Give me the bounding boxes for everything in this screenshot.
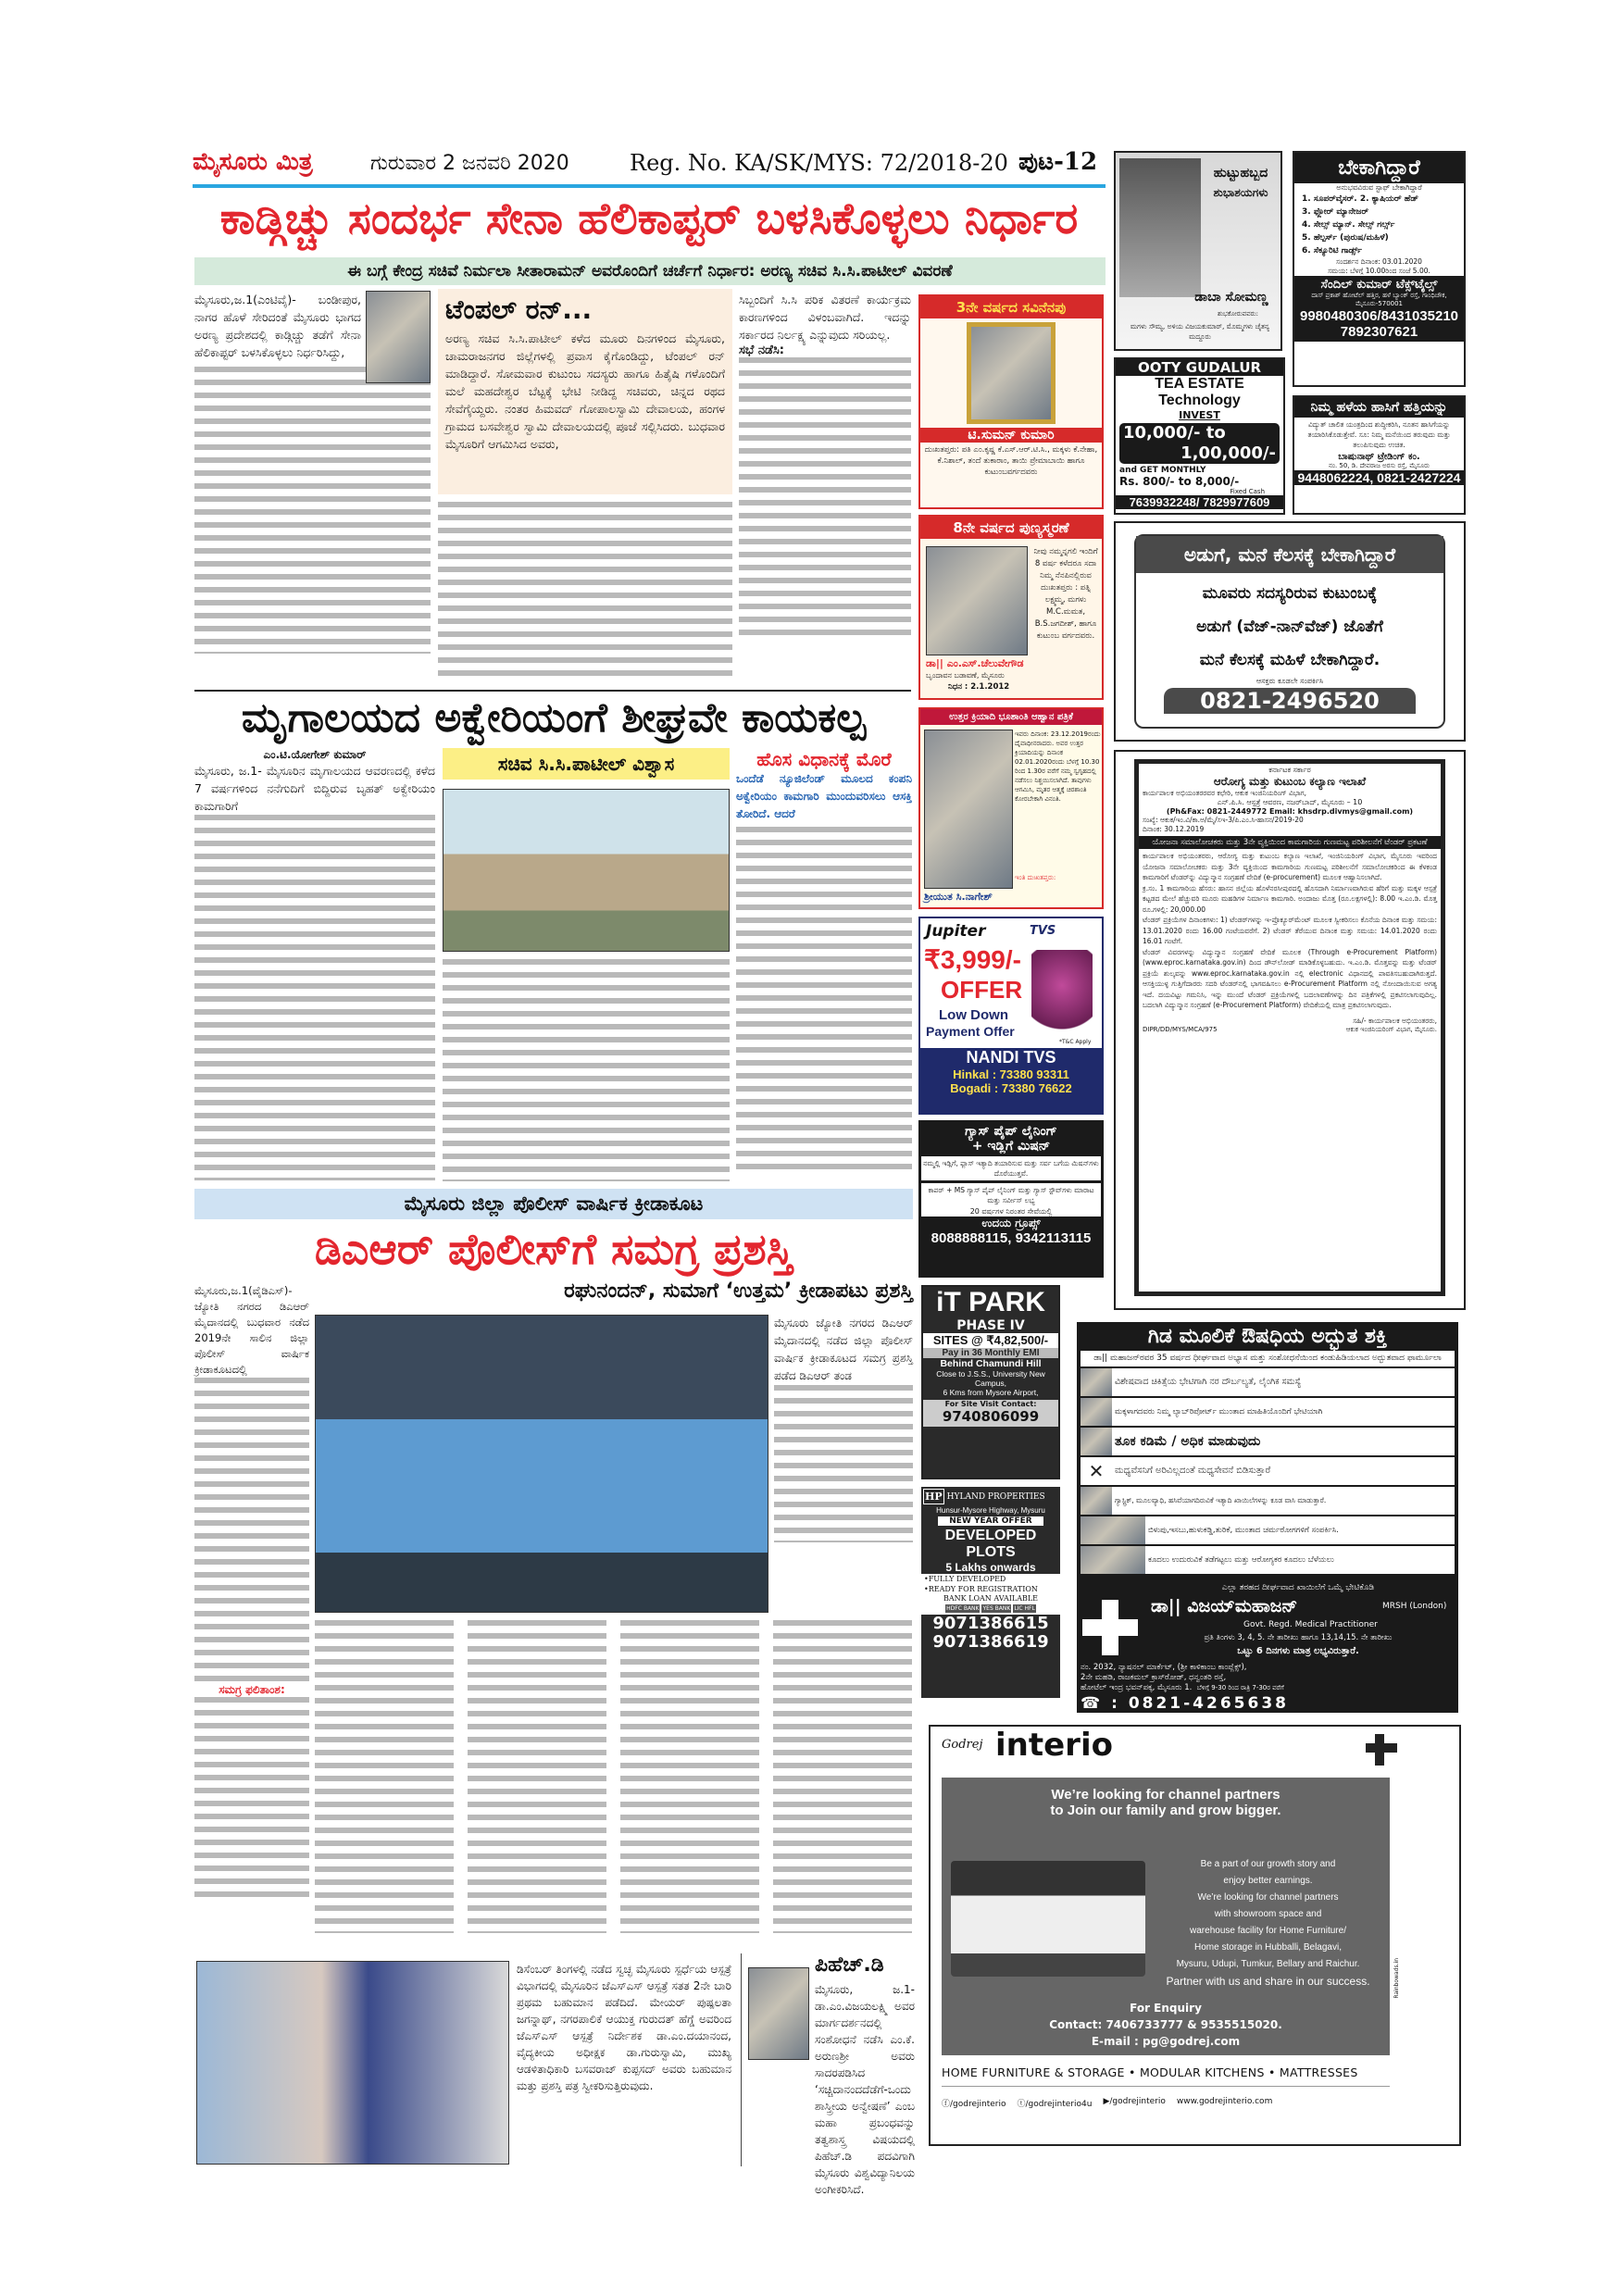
- ad-text: ಕಾಪರ್ + MS ಗ್ಯಾಸ್ ಪೈಪ್ ಲೈನಿಂಗ್ ಮತ್ತು ಗ್ಯಾಸ್ ಸ್ಟೌವ್‌ಗಳು ಮಾರಾಟ ಮತ್ತು ಸರ್ವೀಸ್ ಲಭ್ಯ: [921, 1183, 1101, 1207]
- phone-number: 0821-2496520: [1164, 688, 1416, 714]
- ad-text: ಎಲ್ಲಾ ತರಹದ ದೀರ್ಘವಾದ ಖಾಯಿಲೆಗೆ ಒಮ್ಮೆ ಭೇಟಿಕೊಡಿ: [1221, 1583, 1375, 1592]
- ad-title: OOTY GUDALUR: [1116, 359, 1283, 376]
- doctor-name: ಡಾ|| ವಿಜಯ್‌ಮಹಾಜನ್: [1151, 1596, 1298, 1616]
- ad-title: ಅಡುಗೆ, ಮನೆ ಕೆಲಸಕ್ಕೆ ಬೇಕಾಗಿದ್ದಾರೆ: [1136, 536, 1443, 573]
- company-address: ದಾಸ್ ಪ್ರಕಾಶ್ ಹೋಟೆಲ್ ಹತ್ತಿರ, ಹಳೆ ಬ್ಯಾಂಕ್ ರಸ್ತೆ, ಗಾಂಧಿಚೌಕ, ಮೈಸೂರು-570001: [1311, 292, 1447, 307]
- ad-panel: [942, 1778, 1390, 2055]
- ad-title: 8ನೇ ವರ್ಷದ ಪುಣ್ಯಸ್ಮರಣೆ: [920, 517, 1102, 539]
- tvs-jupiter-ad: [918, 917, 1104, 1115]
- bank-logo: LIC HFL: [1014, 1605, 1035, 1612]
- phase-label: PHASE IV: [956, 1318, 1025, 1333]
- cook-wanted-ad: [1114, 521, 1466, 742]
- tender-body: ಕ್ರ.ಸಂ. 1 ಕಾಮಗಾರಿಯ ಹೆಸರು: ಹಾಸನ ಜಿಲ್ಲೆಯ ಹೊಳೆನರಸೀಪುರದಲ್ಲಿ ಹೊಸದಾಗಿ ನಿರ್ಮಾಣವಾಗಿರುವ ಹೆರಿಗೆ ಮತ್ತು ಮಕ್ಕಳ ಆಸ್ಪತ್ರೆ ಕಟ್ಟಡದ ಮೇಲೆ ಹೆಚ್ಚುವರಿ ಮೂರು ಮಹಡಿಗಳ ನಿರ್ಮಾಣ ಕಾಮಗಾರಿ. ಅಂದಾಜು ಮೊತ್ತ (ರೂ.ಲಕ್ಷಗಳಲ್ಲಿ): 8.00 ಇ.ಎಂ.ಡಿ. ಮೊತ್ತ ರೂ.ಗಳಲ್ಲಿ: 20,000.00: [1143, 883, 1437, 914]
- no-alcohol-icon: ✕: [1081, 1457, 1112, 1485]
- treatment-item: ತೂಕ ಕಡಿಮೆ / ಅಧಿಕ ಮಾಡುವುದು: [1112, 1428, 1455, 1455]
- treatment-image: [1081, 1546, 1145, 1574]
- scooter-image: [1031, 950, 1093, 1039]
- birthday-greeting-ad: [1114, 151, 1282, 351]
- investment-max: 1,00,000/-: [1181, 443, 1276, 463]
- phone-numbers: 8088888115, 9342113115: [931, 1230, 1092, 1246]
- portrait-photo: [924, 730, 1013, 889]
- it-park-ad: [921, 1285, 1060, 1479]
- department-name: ಆರೋಗ್ಯ ಮತ್ತು ಕುಟುಂಬ ಕಲ್ಯಾಣ ಇಲಾಖೆ: [1213, 775, 1367, 788]
- sub-heading: ಸಭೆ ನಡೆಸಿ:: [739, 343, 784, 357]
- offer-label: NEW YEAR OFFER: [938, 1516, 1043, 1526]
- phone-icon: ☎ :: [1081, 1694, 1129, 1713]
- ad-title: ಗ್ಯಾಸ್ ಪೈಪ್ ಲೈನಿಂಗ್: [965, 1124, 1057, 1139]
- clinic-hours: ಬೆಳಿಗ್ಗೆ 9-30 ರಿಂದ ರಾತ್ರಿ 7-30ರ ವರೆಗೆ: [1196, 1684, 1284, 1691]
- ad-text: ಇವರು ದಿನಾಂಕ: 23.12.2019ರಂದು ದೈವಾಧೀನರಾದರು. ಅವರ ಉತ್ತರ ಕ್ರಿಯಾದಿಯನ್ನು ದಿನಾಂಕ 02.01.2020ರಂದು ಬೆಳಗ್ಗೆ 10.30 ರಿಂದ 1.30ರ ವರೆಗೆ ನಮ್ಮ ಸ್ವಗೃಹದಲ್ಲಿ ನಡೆಸಲು ನಿಶ್ಚಯಿಸಲಾಗಿದೆ. ತಾವುಗಳು ಆಗಮಿಸಿ, ಮೃತರ ಆತ್ಮಕ್ಕೆ ಚಿರಶಾಂತಿ ಕೋರಬೇಕಾಗಿ ವಿನಂತಿ.: [1015, 730, 1101, 803]
- masthead-rule: [193, 184, 1106, 188]
- portrait-photo: [926, 546, 1028, 655]
- ad-text: ಶುಭಕೋರುವವರು:: [1218, 310, 1258, 318]
- contact-phones: Contact: 7406733777 & 9535515020.: [1049, 2018, 1282, 2031]
- clinic-phone: 0821-4265638: [1128, 1694, 1289, 1713]
- text-filler: [620, 1620, 759, 1933]
- model-name: Jupiter: [926, 922, 986, 941]
- dipr-code: DIPR/DD/MYS/MCA/975: [1143, 1025, 1218, 1033]
- ad-title: ಶುಭಾಶಯಗಳು: [1213, 186, 1268, 199]
- youtube-link[interactable]: /godrejinterio: [1109, 2097, 1166, 2106]
- police-subheadline: ರಘುನಂದನ್, ಸುಮಾಗೆ ‘ಉತ್ತಮ’ ಕ್ರೀಡಾಪಟು ಪ್ರಶಸ್ತಿ: [564, 1279, 913, 1303]
- investment-min: 10,000/- to: [1123, 423, 1226, 443]
- availability: ಪ್ರತಿ ತಿಂಗಳು 3, 4, 5. ನೇ ತಾರೀಖು ಹಾಗೂ 13,14,15. ನೇ ತಾರೀಖು: [1204, 1633, 1393, 1642]
- contact-email: E-mail : pg@godrej.com: [1091, 2035, 1241, 2048]
- facebook-link[interactable]: /godrejinterio: [950, 2100, 1006, 2109]
- location: Behind Chamundi Hill: [940, 1358, 1042, 1369]
- police-column-1: [194, 1283, 309, 1936]
- ad-headline: to Join our family and grow bigger.: [1050, 1803, 1281, 1818]
- phone-numbers: 7892307621: [1340, 324, 1418, 340]
- photo-caption-column: [774, 1315, 913, 1613]
- treatment-item: ಮಧ್ಯವೆಸನಿಗೆ ಅರಿವಿಲ್ಲದಂತೆ ಮಧ್ಯಸೇವನೆ ಬಿಡಿಸುತ್ತಾರೆ: [1112, 1457, 1455, 1485]
- ad-title: 3ನೇ ವರ್ಷದ ಸವಿನೆನಪು: [920, 296, 1102, 318]
- reference-number: ಸಂಖ್ಯೆ: ಆಕುಕ/ಇಂ.ವಿ/ಕಾ.ಅ/ಮೈ/ಸಇ-3/ಪಿ.ಎಂ.ಸಿ-ಹಾಸನ/2019-20: [1143, 816, 1304, 824]
- facebook-icon: ⓕ: [942, 2100, 951, 2109]
- treatment-image: [1081, 1398, 1112, 1426]
- phd-heading: ಪಿಹೆಚ್.ಡಿ: [815, 1953, 884, 1977]
- tea-estate-ad: [1114, 357, 1285, 515]
- section-rule: [194, 690, 911, 692]
- invest-label: INVEST: [1179, 409, 1220, 421]
- brand-logo: TVS: [1030, 924, 1056, 938]
- body-line: warehouse facility for Home Furniture/: [1190, 1926, 1346, 1936]
- text-filler: [438, 502, 732, 678]
- hyland-logo: HP: [925, 1491, 943, 1503]
- gas-pipe-ad: [918, 1120, 1104, 1278]
- treatment-item: ಗ್ಯಾಸ್ಟ್ರಿಕ್, ಮೂಲವ್ಯಾಧಿ, ಹಸಿವೆಯಾಗದಿರುವಿಕೆ ಇತ್ಯಾದಿ ಖಾಯಿಲೆಗಳನ್ನು ಕೂಡ ವಾಸಿ ಮಾಡುತ್ತಾರೆ.: [1112, 1487, 1455, 1515]
- twitter-icon: ⓣ: [1017, 2100, 1026, 2109]
- phone-number: 9071386615: [932, 1614, 1049, 1633]
- minister-photo: [366, 291, 431, 383]
- company-block: [1294, 276, 1464, 342]
- website-link[interactable]: www.godrejinterio.com: [1176, 2097, 1273, 2106]
- job-item: 6. ಸೆಕ್ಯೂರಿಟಿ ಗಾರ್ಡ್ಸ್: [1302, 246, 1362, 256]
- dealer-phone: Hinkal : 73380 93311: [953, 1067, 1069, 1081]
- ad-text: ಮಗಳು ಸೌಮ್ಯ, ಅಳಿಯ ವಿಜಯಕುಮಾರ್, ಮೊಮ್ಮಗಳು ಚೈತನ್ಯ ಮದ್ದೂರು: [1130, 322, 1270, 341]
- lead-headline: ಕಾಡ್ಗಿಚ್ಚು ಸಂದರ್ಭ ಸೇನಾ ಹೆಲಿಕಾಪ್ಟರ್ ಬಳಸಿಕೊಳ್ಳಲು ನಿರ್ಧಾರ: [219, 193, 1079, 244]
- portrait-photo: [967, 322, 1056, 424]
- product-categories: HOME FURNITURE & STORAGE • MODULAR KITCHENS • MATTRESSES: [942, 2065, 1358, 2079]
- ad-headline: We’re looking for channel partners: [1051, 1787, 1280, 1803]
- ad-text: ಅನುಭವವಿರುವ ಸ್ಟಾಫ್ ಬೇಕಾಗಿದ್ದಾರೆ: [1336, 183, 1422, 192]
- deceased-name: ಡಾ|| ಎಂ.ಎಸ್.ಚೆಲುವೇಗೌಡ: [926, 657, 1024, 669]
- lead-paragraph: ಸಿಬ್ಬಂದಿಗೆ ಸಿ.ಸಿ ಪರಿಕ ವಿತರಣೆ ಕಾರ್ಯಕ್ರಮ ಕಾರಣಗಳಿಂದ ವಿಳಂಬವಾಗಿದೆ. ಇದನ್ನು ಸರ್ಕಾರದ ನಿರ್ಲಕ್ಷ್ಯ ಎನ್ನುವುದು ಸರಿಯಲ್ಲ.: [739, 293, 911, 342]
- terms-note: *T&C Apply: [1059, 1039, 1092, 1045]
- text-filler: [194, 367, 431, 654]
- medical-cross-icon: [1082, 1600, 1138, 1655]
- address-line: 2ನೇ ಮಹಡಿ, ರಾಜಕಮಲ್ ಕ್ರಾಸ್‌ರೋಡ್, ಧನ್ವಂತರಿ ರಸ್ತೆ,: [1081, 1673, 1227, 1682]
- phone-numbers: 9448062224, 0821-2427224: [1294, 470, 1464, 485]
- godrej-interio-ad: [929, 1725, 1461, 2146]
- loan-note: BANK LOAN AVAILABLE: [921, 1594, 1060, 1603]
- investment-range: [1119, 423, 1280, 464]
- lead-paragraph: ಮೈಸೂರು,ಜ.1(ಎಂಟಿವೈ)- ಬಂಡೀಪುರ, ನಾಗರ ಹೊಳೆ ಸೇರಿದಂತೆ ಮೈಸೂರು ಭಾಗದ ಅರಣ್ಯ ಪ್ರದೇಶದಲ್ಲಿ ಕಾಡ್ಗಿಚ್ಚು ತಡೆಗೆ ಸೇನಾ ಹೆಲಿಕಾಪ್ಟರ್ ಬಳಸಿಕೊಳ್ಳಲು ನಿರ್ಧರಿಸಿದ್ದು,: [194, 293, 361, 359]
- police-banner: ಮೈಸೂರು ಜಿಲ್ಲಾ ಪೊಲೀಸ್ ವಾರ್ಷಿಕ ಕ್ರೀಡಾಕೂಟ: [194, 1189, 913, 1219]
- text-filler: [194, 815, 435, 1180]
- page-number: ಪುಟ-12: [1018, 148, 1098, 176]
- text-filler: [739, 357, 911, 635]
- deceased-name: ಟಿ.ಸುಮನ್ ಕುಮಾರಿ: [920, 428, 1102, 443]
- company-name: ಉದಯ ಗ್ರೂಪ್ಸ್: [981, 1217, 1041, 1229]
- offer-label: OFFER: [941, 976, 1023, 1004]
- contact-block: [923, 1400, 1058, 1427]
- ad-body: [1136, 577, 1443, 677]
- clinic-address: [1081, 1663, 1455, 1693]
- ad-text: ವಿದ್ಯುತ್ ಚಾಲಿತ ಯಂತ್ರದಿಂದ ಶುದ್ಧೀಕರಿಸಿ, ನೂತನ ಹಾಸಿಗೆಯನ್ನು ತಯಾರಿಸಿಕೊಡುತ್ತೇವೆ. ಸೂ: ನಿಮ್ಮ ಮನೆಯಿಂದ ತರುವುದು ಮತ್ತು ತಲುಪಿಸುವುದು ಉಚಿತ.: [1307, 420, 1451, 449]
- treatment-image: [1081, 1516, 1145, 1544]
- ad-title: + ಇಡ್ಲಿಗೆ ಮಿಷನ್: [971, 1139, 1051, 1154]
- ad-text: and GET MONTHLY: [1119, 466, 1206, 475]
- lead-subheadline: ಈ ಬಗ್ಗೆ ಕೇಂದ್ರ ಸಚಿವೆ ನಿರ್ಮಲಾ ಸೀತಾರಾಮನ್ ಅವರೊಂದಿಗೆ ಚರ್ಚೆಗೆ ನಿರ್ಧಾರ: ಅರಣ್ಯ ಸಚಿವ ಸಿ.ಸಿ.ಪಾಟೀಲ್ ವಿವರಣೆ: [194, 257, 1106, 285]
- project-name: iT PARK: [936, 1287, 1045, 1317]
- ad-text: ನಮ್ಮಲ್ಲಿ ಇಡ್ಲಿಗೆ, ಫ್ಲಾಸ್ ಇತ್ಯಾದಿ ತಯಾರಿಸುವ ಮತ್ತು ಸರ್ವ ಬಗೆಯ ಮಿಷನ್‌ಗಳು ದೊರೆಯುತ್ತವೆ.: [921, 1156, 1101, 1180]
- ad-title: ಗಿಡ ಮೂಲಿಕೆ ಔಷಧಿಯ ಅದ್ಭುತ ಶಕ್ತಿ: [1147, 1325, 1388, 1348]
- staff-wanted-ad: [1293, 151, 1466, 387]
- ad-intro: ಡಾ|| ಮಹಾಜನ್‌ರವರ 35 ವರ್ಷದ ಧೀರ್ಘವಾದ ಅಭ್ಯಾಸ ಮತ್ತು ಸಂಶೋಧನೆಯಿಂದ ಕಂಡುಹಿಡಿಯಲಾದ ಅದ್ಭುತವಾದ ಫಾರ್ಮೂಲಾ: [1081, 1351, 1455, 1366]
- zoo-column-1: [194, 748, 435, 1183]
- plots-title: DEVELOPED PLOTS: [944, 1528, 1037, 1560]
- jss-award-photo: [196, 1961, 509, 2165]
- mattress-cotton-ad: [1293, 395, 1466, 515]
- bed-image: [951, 1861, 1145, 1977]
- ad-title: ಬೇಕಾಗಿದ್ದಾರೆ: [1294, 153, 1464, 183]
- obituary-ad: [918, 707, 1104, 909]
- job-list: [1294, 193, 1464, 257]
- treatment-list: [1081, 1368, 1455, 1574]
- lead-column-3: [739, 291, 911, 680]
- photo-caption: ಮೈಸೂರು ಜ್ಯೋತಿ ನಗರದ ಡಿಎಆರ್ ಮೈದಾನದಲ್ಲಿ ನಡೆದ ಜಿಲ್ಲಾ ಪೊಲೀಸ್ ವಾರ್ಷಿಕ ಕ್ರೀಡಾಕೂಟದ ಸಮಗ್ರ ಪ್ರಶಸ್ತಿ ಪಡೆದ ಡಿಎಆರ್ ತಂಡ: [774, 1316, 913, 1382]
- zoo-headline: ಮೃಗಾಲಯದ ಅಕ್ವೇರಿಯಂಗೆ ಶೀಘ್ರವೇ ಕಾಯಕಲ್ಪ: [241, 694, 867, 742]
- ad-text: ಬೃಂದಾವನ ಬಡಾವಣೆ, ಮೈಸೂರು: [926, 671, 1005, 680]
- body-line: enjoy better earnings.: [1223, 1876, 1313, 1886]
- ad-line: ಅಡುಗೆ (ವೆಜ್-ನಾನ್‌ವೆಜ್) ಜೊತೆಗೆ: [1196, 618, 1383, 636]
- interio-logo: interio: [995, 1727, 1113, 1764]
- emi-offer: Pay in 36 Monthly EMI: [923, 1348, 1058, 1358]
- treatment-item: ಮಕ್ಕಳಾಗದವರು ನಿಮ್ಮ ಲ್ಯಾಬ್‌ರಿಪೋರ್ಟ್ ಮುಂತಾದ ಮಾಹಿತಿಯೊಂದಿಗೆ ಭೇಟಿಯಾಗಿ: [1112, 1398, 1455, 1426]
- zoo-paragraph: ಮೈಸೂರು, ಜ.1- ಮೈಸೂರಿನ ಮೃಗಾಲಯದ ಆವರಣದಲ್ಲಿ ಕಳೆದ 7 ವರ್ಷಗಳಿಂದ ನನೆಗುದಿಗೆ ಬಿದ್ದಿರುವ ಬೃಹತ್ ಅಕ್ವೇರಿಯಂ ಕಾಮಗಾರಿಗೆ: [194, 764, 435, 813]
- location: Hunsur-Mysore Highway, Mysuru: [936, 1506, 1045, 1515]
- address-line: ನಂ. 2032, ನ್ಯಾಷನಲ್ ಮಾರ್ಕೆಟ್, (ಶ್ರೀ ಕಾಳಿಕಾಂಬ ಕಾಂಪ್ಲೆಕ್ಸ್),: [1081, 1663, 1247, 1672]
- results-heading: ಸಮಗ್ರ ಫಲಿತಾಂಶ:: [219, 1683, 285, 1696]
- job-item: 3. ಫ್ಲೋರ್ ಮ್ಯಾನೇಜರ್: [1302, 207, 1369, 217]
- text-filler: [468, 1620, 606, 1933]
- location: Close to J.S.S., University New Campus,: [936, 1369, 1045, 1388]
- death-date: ನಿಧನ : 2.1.2012: [948, 682, 1010, 692]
- lead-column-1: [194, 291, 431, 680]
- dealer-block: [920, 1048, 1102, 1113]
- notice-text: ಕಾರ್ಯಪಾಲಕ ಅಭಿಯಂತರರವರ ಕಛೇರಿ, ಆಕುಕ ಇಂಜಿನಿಯರಿಂಗ್ ವಿಭಾಗ,: [1143, 789, 1306, 797]
- body-line: Home storage in Hubballi, Belagavi,: [1194, 1942, 1342, 1953]
- phone-number: 9071386619: [932, 1632, 1049, 1652]
- interio-emblem-icon: [1366, 1734, 1397, 1766]
- tender-body: ಕಾರ್ಯಪಾಲಕ ಅಭಿಯಂತರರು, ಆರೋಗ್ಯ ಮತ್ತು ಕುಟುಂಬ ಕಲ್ಯಾಣ ಇಲಾಖೆ, ಇಂಜಿನಿಯರಿಂಗ್ ವಿಭಾಗ, ಮೈಸೂರು ಇವರಿಂದ ಯೋಜನಾ ಸಮಾಲೋಚಕರು ಮತ್ತು 3ನೇ ವ್ಯಕ್ತಿಯಿಂದ ಕಾಮಗಾರಿಯ ಗುಣಮಟ್ಟ ಪರಿಶೀಲನೆಗೆ ಸಮಾಲೋಚಕರಿಂದ ಈ ಕೆಳಕಂಡ ಕಾಮಗಾರಿಗೆ ಟೆಂಡರ್‌ನ್ನು ವಿದ್ಯುನ್ಮಾನ ಸಂಗ್ರಹಣೆ ವೇದಿಕೆ (e-procurement) ಮೂಲಕ ಆಹ್ವಾನಿಸಲಾಗಿದೆ.: [1143, 852, 1437, 881]
- ad-title: ಹುಟ್ಟುಹಬ್ಬದ: [1213, 166, 1268, 181]
- text-filler: [194, 1378, 309, 1683]
- zoo-column-3: [736, 748, 912, 1183]
- notice-text: ಕರ್ನಾಟಕ ಸರ್ಕಾರ: [1268, 766, 1311, 774]
- youtube-icon: ▶: [1103, 2097, 1110, 2106]
- job-item: 4. ಸೇಲ್ಸ್ ಮ್ಯಾನ್. ಸೇಲ್ಸ್ ಗರ್ಲ್ಸ್: [1302, 220, 1395, 230]
- enquiry-block: [942, 2000, 1390, 2050]
- ad-title: ಉತ್ತರ ಕ್ರಿಯಾದಿ ಭೂಶಾಂತಿ ಆಹ್ವಾನ ಪತ್ರಿಕೆ: [920, 709, 1102, 725]
- agency-credit: Rainbowads.in: [1393, 1958, 1400, 1999]
- notice-text: ಎನ್.ಪಿ.ಸಿ. ಆಸ್ಪತ್ರೆ ಆವರಣ, ನಜರ್‌ಬಾದ್, ಮೈಸೂರು – 10: [1217, 798, 1363, 806]
- herbal-medicine-ad: [1077, 1322, 1458, 1713]
- address-line: ಹೋಟೆಲ್ ಇಂದ್ರ ಭವನ್‌ಪಕ್ಕ, ಮೈಸೂರು 1.: [1081, 1683, 1193, 1692]
- remembrance-ad-3rd-year: [918, 294, 1104, 509]
- dealer-name: NANDI TVS: [966, 1048, 1056, 1067]
- ad-title: ನಿಮ್ಮ ಹಳೆಯ ಹಾಸಿಗೆ ಹತ್ತಿಯನ್ನು: [1294, 397, 1464, 418]
- tender-body: ಟೆಂಡರ್ ವಿವರಗಳನ್ನು ವಿದ್ಯುನ್ಮಾನ ಸಂಗ್ರಹಣೆ ವೇದಿಕೆ ಮೂಲಕ (Through e-Procurement Platform) (www.eproc.karnataka.gov.in) ದಿಂದ ಡೌನ್‌ಲೋಡ್ ಮಾಡಿಕೊಳ್ಳಬಹುದು. ಇ.ಎಂ.ಡಿ. ಮೊತ್ತವನ್ನು ಮತ್ತು ಟೆಂಡರ್ ಪ್ರಕ್ರಿಯೆ ಶುಲ್ಕವನ್ನು www.eproc.karnataka.gov.in ನಲ್ಲಿ electronic ವಿಧಾನದಲ್ಲಿ ಪಾವತಿಸಬಹುದಾಗಿರುತ್ತದೆ. ಆಸಕ್ತಿಯುಳ್ಳ ಗುತ್ತಿಗೆದಾರರು ಸದರಿ ಟೆಂಡರ್‌ನಲ್ಲಿ ಭಾಗವಹಿಸಲು e-Procurement Platform ನಲ್ಲಿ ನೋಂದಾಯಿಸುವ ಅಗತ್ಯ ಇದೆ. ದಯವಿಟ್ಟು ಗಮನಿಸಿ, ಇನ್ನು ಮುಂದೆ ಟೆಂಡರ್ ಪ್ರಕ್ರಿಯೆಗಳಲ್ಲಿ ಬದಲಾವಣೆಗಳನ್ನು ದಿನ ಪತ್ರಿಕೆಗಳಲ್ಲಿ ಪ್ರಕಟಿಸಲಾಗುವುದಿಲ್ಲ. ಬದಲಾಗಿ ವಿದ್ಯುನ್ಮಾನ ಸಂಗ್ರಹಣೆ (e-Procurement Platform) ವೇದಿಕೆಯಲ್ಲಿ ಮಾತ್ರ ಪ್ರಕಟಿಸಲಾಗುವುದು.: [1143, 947, 1437, 1009]
- location: 6 Kms from Mysore Airport,: [943, 1388, 1039, 1397]
- notice-date: ದಿನಾಂಕ: 30.12.2019: [1143, 825, 1205, 833]
- company-name: HYLAND PROPERTIES: [946, 1491, 1045, 1502]
- ad-text: Low Down: [939, 1007, 1008, 1023]
- ad-text: ಆಸಕ್ತರು ಕೂಡಲೇ ಸಂಪರ್ಕಿಸಿ: [1255, 677, 1324, 685]
- temple-run-box: [438, 289, 732, 494]
- ad-text: ಇಂತಿ ದುಃಖತಪ್ತರು:: [1015, 874, 1056, 881]
- interview-date: ಸಂದರ್ಶನ ದಿನಾಂಕ: 03.01.2020: [1336, 257, 1422, 266]
- body-line: Be a part of our growth story and: [1200, 1859, 1336, 1869]
- offer-price: ₹3,999/-: [924, 945, 1021, 974]
- ad-line: ಮೂವರು ಸದಸ್ಯರಿರುವ ಕುಟುಂಬಕ್ಕೆ: [1202, 584, 1378, 603]
- column-rule: [741, 1953, 742, 2166]
- social-links: [942, 2097, 1272, 2109]
- zoo-sub-lead: ಒಂದೆಡೆ ನ್ಯೂಜಿಲೆಂಡ್ ಮೂಲದ ಕಂಪನಿ ಅಕ್ವೇರಿಯಂ ಕಾಮಗಾರಿ ಮುಂದುವರಿಸಲು ಆಸಕ್ತಿ ತೋರಿದೆ. ಆದರೆ: [736, 772, 912, 820]
- job-item: 5. ಹೆಲ್ಪರ್ಸ್ (ಪುರುಷ/ಮಹಿಳೆ): [1302, 233, 1389, 243]
- police-headline: ಡಿಎಆರ್ ಪೊಲೀಸ್‌ಗೆ ಸಮಗ್ರ ಪ್ರಶಸ್ತಿ: [314, 1224, 793, 1274]
- availability: ಒಟ್ಟು 6 ದಿನಗಳು ಮಾತ್ರ ಲಭ್ಯವಿರುತ್ತಾರೆ.: [1237, 1646, 1359, 1656]
- godrej-logo: Godrej: [942, 1738, 983, 1752]
- byline: ಎಂ.ಟಿ.ಯೋಗೇಶ್ ಕುಮಾರ್: [263, 748, 367, 761]
- text-filler: [773, 1620, 912, 1933]
- deceased-name: ಶ್ರೀಯುತ ಸಿ.ನಾಗೇಶ್: [924, 891, 993, 903]
- treatment-item: ಕೂದಲು ಉದುರುವಿಕೆ ತಡೆಗಟ್ಟಲು ಮತ್ತು ಆರೋಗ್ಯಕರ ಕೂದಲು ಬೆಳೆಯಲು: [1145, 1546, 1455, 1574]
- text-filler: [774, 1385, 913, 1542]
- aquarium-photo: [443, 789, 730, 952]
- divider: [942, 2086, 1390, 2087]
- newspaper-logo: ಮೈಸೂರು ಮಿತ್ರ: [193, 148, 313, 176]
- body-line: Partner with us and share in our success.: [1166, 1975, 1370, 1988]
- ad-body: [1150, 1856, 1386, 1990]
- phd-text: ಮೈಸೂರು, ಜ.1- ಡಾ.ಎಂ.ವಿಜಯಲಕ್ಷ್ಮಿ ಅವರ ಮಾರ್ಗದರ್ಶನದಲ್ಲಿ ಸಂಶೋಧನೆ ನಡೆಸಿ ಎಂ.ಕೆ. ಅರುಣಶ್ರೀ ಅವರು ಸಾದರಪಡಿಸಿದ ‘ಸಚ್ಚಿದಾನಂದದೆಡೆಗೆ-ಒಂದು ಶಾಸ್ತ್ರೀಯ ಅನ್ವೇಷಣೆ’ ಎಂಬ ಮಹಾ ಪ್ರಬಂಧವನ್ನು ತತ್ವಶಾಸ್ತ್ರ ವಿಷಯದಲ್ಲಿ ಪಿಹೆಚ್.ಡಿ ಪದವಿಗಾಗಿ ಮೈಸೂರು ವಿಶ್ವವಿದ್ಯಾನಿಲಯ ಅಂಗೀಕರಿಸಿದೆ.: [815, 1983, 915, 2196]
- text-filler: [443, 959, 730, 1181]
- phd-portrait: [748, 1967, 809, 2060]
- interview-time: ಸಮಯ: ಬೆಳಗ್ಗೆ 10.00ರಿಂದ ಸಂಜೆ 5.00.: [1328, 267, 1430, 275]
- site-price: SITES @ ₹4,82,500/-: [923, 1333, 1058, 1348]
- police-team-photo: [315, 1315, 768, 1613]
- hyland-properties-ad: [921, 1487, 1060, 1698]
- enquiry-label: For Enquiry: [1130, 2002, 1202, 2015]
- text-filler: [315, 1620, 454, 1933]
- portrait-photo: [1119, 158, 1201, 297]
- bank-logo: HDFC BANK: [946, 1605, 980, 1612]
- signatory: ಸಹಿ/- ಕಾರ್ಯಪಾಲಕ ಅಭಿಯಂತರರು,: [1353, 1016, 1437, 1025]
- issue-date: ಗುರುವಾರ 2 ಜನವರಿ 2020: [370, 152, 569, 175]
- feature: •READY FOR REGISTRATION: [921, 1584, 1060, 1594]
- body-line: Mysuru, Udupi, Tumkur, Bellary and Raichur.: [1176, 1959, 1360, 1969]
- signatory: ಆಕುಕ ಇಂಜಿನಿಯರಿಂಗ್ ವಿಭಾಗ, ಮೈಸೂರು.: [1345, 1025, 1437, 1033]
- ad-text: ದುಃಖತಪ್ತರು: ಪತಿ ಎಂ.ಕೃಷ್ಣ ಕೆ.ಎಸ್.ಆರ್.ಟಿ.ಸಿ., ಮಕ್ಕಳು ಕೆ.ನೇಹಾ, ಕೆ.ನಿಶಾಲ್, ತಂದೆ ತುಕಾರಾಂ, ತಾಯಿ ಪ್ರೇಮಾಬಾಯಿ ಹಾಗೂ ಕುಟುಂಬವರ್ಗದವರು: [924, 445, 1098, 477]
- ad-text: 20 ವರ್ಷಗಳ ನಿರಂತರ ಸೇವೆಯಲ್ಲಿ: [921, 1207, 1101, 1217]
- treatment-item: ಬಿಳುಪು,ಇಸಬು,ಹುಳುಕಡ್ಡಿ,ತುರಿಕೆ, ಮುಂತಾದ ಚರ್ಮರೋಗಗಳಿಗೆ ಸಂಪರ್ಕಿಸಿ.: [1145, 1516, 1455, 1544]
- body-line: We’re looking for channel partners: [1197, 1892, 1339, 1903]
- company-name: ಬಾಷುನಾಥ್ ಟ್ರೇಡಿಂಗ್ ಕಂ.: [1338, 452, 1420, 462]
- tender-notice: [1114, 750, 1466, 1310]
- job-item: 1. ಸೂಪರ್‌ವೈಸರ್. 2. ಕ್ಯಾಷಿಯರ್ ಹೆಡ್: [1302, 194, 1418, 204]
- dealer-phone: Bogadi : 73380 76622: [950, 1081, 1072, 1095]
- twitter-link[interactable]: /godrejinterio4u: [1025, 2100, 1093, 2109]
- ad-subtitle: TEA ESTATE Technology: [1155, 376, 1244, 408]
- remembrance-ad-8th-year: [918, 515, 1104, 700]
- body-line: with showroom space and: [1214, 1909, 1322, 1919]
- ad-text: Fixed Cash: [1230, 488, 1265, 495]
- bank-logo: YES BANK: [982, 1605, 1011, 1612]
- box-title: ಟೆಂಪಲ್ ರನ್...: [445, 294, 593, 325]
- police-paragraph: ಮೈಸೂರು,ಜ.1(ವೈಡಿಎಸ್)- ಜ್ಯೋತಿ ನಗರದ ಡಿಎಆರ್ ಮೈದಾನದಲ್ಲಿ ಬುಧವಾರ ನಡೆದ 2019ನೇ ಸಾಲಿನ ಜಿಲ್ಲಾ ಪೊಲೀಸ್ ವಾರ್ಷಿಕ ಕ್ರೀಡಾಕೂಟದಲ್ಲಿ: [194, 1284, 309, 1376]
- doctor-degree: MRSH (London): [1382, 1602, 1447, 1611]
- plot-price: 5 Lakhs onwards: [945, 1561, 1036, 1574]
- doctor-registration: Govt. Regd. Medical Practitioner: [1243, 1620, 1378, 1629]
- ad-text: Payment Offer: [926, 1024, 1015, 1039]
- registration-number: Reg. No. KA/SK/MYS: 72/2018-20: [630, 150, 1008, 176]
- zoo-tag: ಸಚಿವ ಸಿ.ಸಿ.ಪಾಟೀಲ್ ವಿಶ್ವಾಸ: [443, 748, 730, 780]
- jss-caption: ಡಿಸೆಂಬರ್ ತಿಂಗಳಲ್ಲಿ ನಡೆದ ಸ್ವಚ್ಛ ಮೈಸೂರು ಸ್ಪರ್ಧೆಯ ಆಸ್ಪತ್ರೆ ವಿಭಾಗದಲ್ಲಿ ಮೈಸೂರಿನ ಜೆಎಸ್‌ಎಸ್ ಆಸ್ಪತ್ರೆ ಸತತ 2ನೇ ಬಾರಿ ಪ್ರಥಮ ಬಹುಮಾನ ಪಡೆದಿದೆ. ಮೇಯರ್ ಪುಷ್ಪಲತಾ ಜಗನ್ನಾಥ್, ನಗರಪಾಲಿಕೆ ಆಯುಕ್ತ ಗುರುದತ್ ಹೆಗ್ಡೆ ಅವರಿಂದ ಜೆಎಸ್‌ಎಸ್ ಆಸ್ಪತ್ರೆ ನಿರ್ದೇಶಕ ಡಾ.ಎಂ.ದಯಾನಂದ, ವೈದ್ಯಕೀಯ ಅಧೀಕ್ಷಕ ಡಾ.ಗುರುಸ್ವಾಮಿ, ಮುಖ್ಯ ಆಡಳಿತಾಧಿಕಾರಿ ಬಸವರಾಜ್ ಕುಪ್ಪಸದ್ ಅವರು ಬಹುಮಾನ ಮತ್ತು ಪ್ರಶಸ್ತಿ ಪತ್ರ ಸ್ವೀಕರಿಸುತ್ತಿರುವುದು.: [517, 1963, 731, 2092]
- zoo-subheading: ಹೊಸ ವಿಧಾನಕ್ಕೆ ಮೊರೆ: [756, 748, 892, 770]
- feature: •FULLY DEVELOPED: [921, 1574, 1060, 1584]
- company-name: ಸೆಂದಿಲ್ ಕುಮಾರ್ ಟೆಕ್ಸ್‌ಟೈಲ್ಸ್: [1320, 278, 1438, 292]
- tender-title: ಯೋಜನಾ ಸಮಾಲೋಚಕರು ಮತ್ತು 3ನೇ ವ್ಯಕ್ತಿಯಿಂದ ಕಾಮಗಾರಿಯ ಗುಣಮಟ್ಟ ಪರಿಶೀಲನೆಗೆ ಟೆಂಡರ್ ಪ್ರಕಟಣೆ: [1139, 836, 1441, 849]
- phone-number: 9740806099: [942, 1408, 1040, 1425]
- ad-line: ಮನೆ ಕೆಲಸಕ್ಕೆ ಮಹಿಳೆ ಬೇಕಾಗಿದ್ದಾರೆ.: [1199, 651, 1380, 669]
- ad-text: ನೀವು ನಮ್ಮನ್ನಗಲಿ ಇಂದಿಗೆ 8 ವರ್ಷ ಕಳೆದರೂ ಸದಾ ನಿಮ್ಮ ನೆನಪಿನಲ್ಲಿರುವ ದುಃಖತಪ್ತರು : ಪತ್ನಿ ಲಕ್ಷ್ಮಮ್ಮ, ಮಗಳು M.C.ಮಮತ, B.S.ಜಗದೀಶ್, ಹಾಗೂ ಕುಟುಂಬ ವರ್ಗದವರು.: [1033, 547, 1098, 641]
- person-name: ಡಾಬಾ ಸೋಮಣ್ಣ: [1194, 290, 1268, 305]
- phone-numbers: 7639932248/ 7829977609: [1116, 495, 1283, 509]
- treatment-image: [1081, 1368, 1112, 1396]
- contact-label: For Site Visit Contact:: [944, 1400, 1037, 1408]
- phone-numbers: 9980480306/8431035210: [1299, 308, 1458, 324]
- notice-contact: (Ph&Fax: 0821-2449772 Email: khsdrp.divmys@gmail.com): [1166, 807, 1414, 816]
- tender-body: ಟೆಂಡರ್ ಪ್ರಕ್ರಿಯೆಗಳ ದಿನಾಂಕಗಳು: 1) ಟೆಂಡರ್‌ಗಳನ್ನು ಇ-ಪ್ರೊಕ್ಯೂರ್‌ಮೆಂಟ್ ಮೂಲಕ ಸ್ವೀಕರಿಸಲು ಕೊನೆಯ ದಿನಾಂಕ ಮತ್ತು ಸಮಯ: 13.01.2020 ರಂದು 16.00 ಗಂಟೆಯವರೆಗೆ. 2) ಟೆಂಡರ್ ತೆರೆಯುವ ದಿನಾಂಕ ಮತ್ತು ಸಮಯ: 14.01.2020 ರಂದು 16.01 ಗಂಟೆಗೆ.: [1143, 916, 1437, 945]
- treatment-item: ವಿಶೇಷವಾದ ಚಿಕಿತ್ಸೆಯ ಭೇಟಿಗಾಗಿ ನರ ದೌರ್ಬಲ್ಯತೆ, ಲೈಂಗಿಕ ಸಮಸ್ಯೆ: [1112, 1368, 1455, 1396]
- text-filler: [194, 1697, 309, 1901]
- box-text: ಅರಣ್ಯ ಸಚಿವ ಸಿ.ಸಿ.ಪಾಟೀಲ್ ಕಳೆದ ಮೂರು ದಿನಗಳಿಂದ ಮೈಸೂರು, ಚಾಮರಾಜನಗರ ಜಿಲ್ಲೆಗಳಲ್ಲಿ ಪ್ರವಾಸ ಕೈಗೊಂಡಿದ್ದು, ಟೆಂಪಲ್ ರನ್ ಮಾಡಿದ್ದಾರೆ. ಸೋಮವಾರ ಕುಟುಂಬ ಸದಸ್ಯರು ಹಾಗೂ ಹಿತೈಷಿ ಗಳೊಂದಿಗೆ ಮಲೆ ಮಹದೇಶ್ವರ ಬೆಟ್ಟಕ್ಕೆ ಭೇಟಿ ನೀಡಿದ್ದ ಸಚಿವರು, ಚಿನ್ನದ ರಥದ ಸೇವೆಗೈಯ್ದರು. ನಂತರ ಹಿಮವದ್ ಗೋಪಾಲಸ್ವಾಮಿ ದೇವಾಲಯ, ಹಂಗಳ ಗ್ರಾಮದ ಬಸವೇಶ್ವರ ಸ್ವಾಮಿ ದೇವಾಲಯದಲ್ಲಿ ಪೂಜೆ ಸಲ್ಲಿಸಿದರು. ಬುಧವಾರ ಮೈಸೂರಿಗೆ ಆಗಮಿಸಿದ ಅವರು,: [445, 331, 725, 451]
- company-address: ನಂ. 50, ಡಿ. ದೇವರಾಜ ಅರಸು ರಸ್ತೆ, ಮೈಸೂರು: [1328, 462, 1430, 469]
- treatment-image: [1081, 1487, 1112, 1515]
- treatment-image: [1081, 1428, 1112, 1455]
- text-filler: [736, 827, 912, 1169]
- monthly-returns: Rs. 800/- to 8,000/-: [1119, 475, 1240, 488]
